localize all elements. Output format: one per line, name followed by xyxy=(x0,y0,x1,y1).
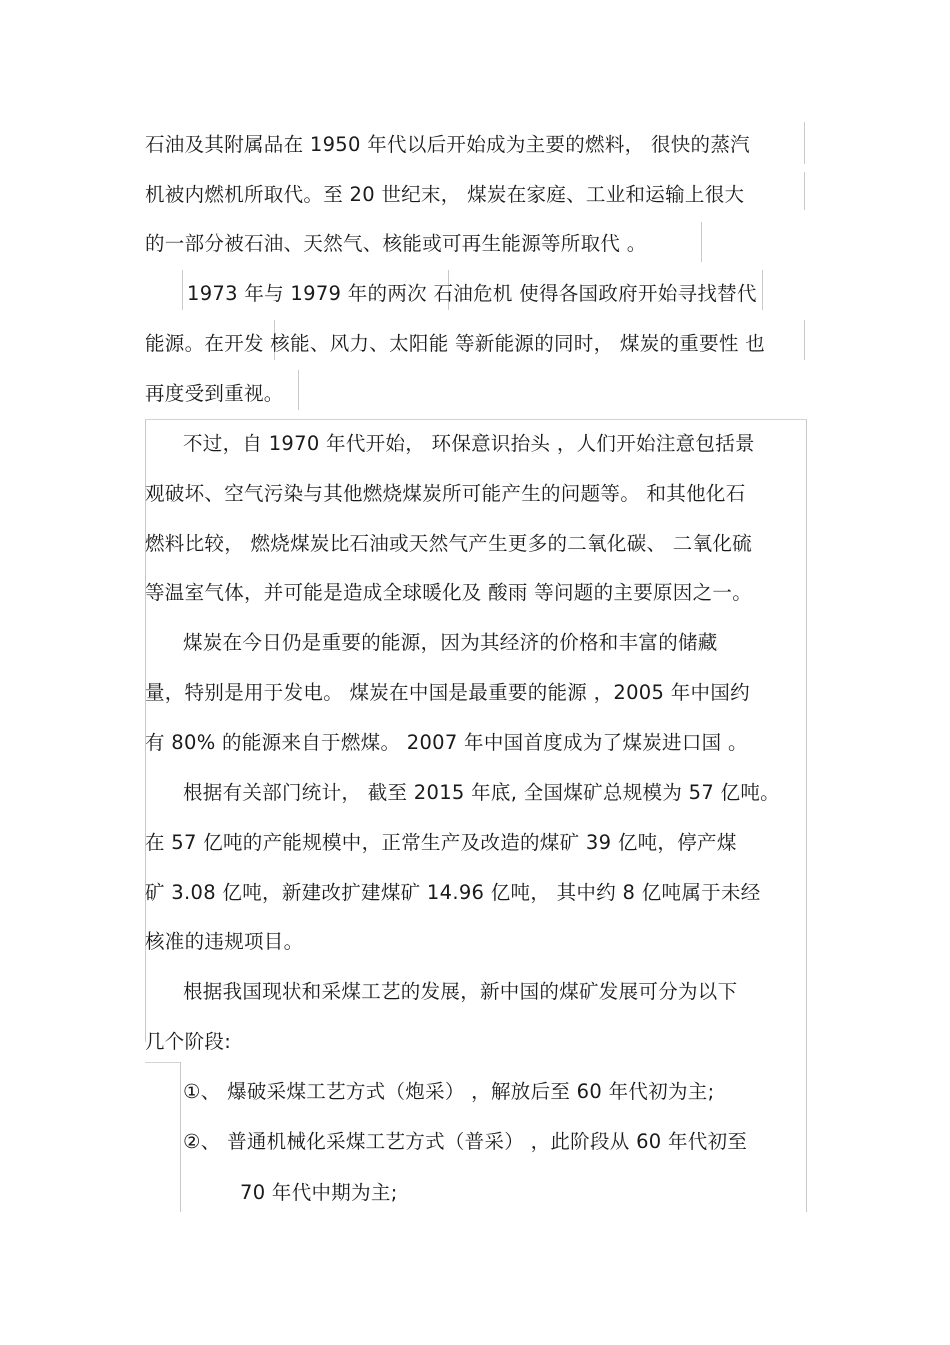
text-line: 的一部分被石油、天然气、核能或可再生能源等所取代 。 xyxy=(145,232,647,255)
text-line: 在 57 亿吨的产能规模中，正常生产及改造的煤矿 39 亿吨，停产煤 xyxy=(145,831,737,854)
border-left-4 xyxy=(182,270,183,310)
text-line: 不过，自 1970 年代开始， 环保意识抬头 ，人们开始注意包括景 xyxy=(183,432,755,455)
border-right-6 xyxy=(298,370,299,410)
border-top-block xyxy=(145,419,807,420)
text-line: 几个阶段: xyxy=(145,1030,232,1053)
text-line: 70 年代中期为主; xyxy=(240,1181,398,1204)
text-line: 矿 3.08 亿吨，新建改扩建煤矿 14.96 亿吨， 其中约 8 亿吨属于未经 xyxy=(145,881,761,904)
text-line: 机被内燃机所取代。至 20 世纪末， 煤炭在家庭、工业和运输上很大 xyxy=(145,183,745,206)
text-line: 1973 年与 1979 年的两次 石油危机 使得各国政府开始寻找替代 xyxy=(187,282,757,305)
text-line: ②、 普通机械化采煤工艺方式（普采） ，此阶段从 60 年代初至 xyxy=(183,1130,748,1153)
text-line: ①、 爆破采煤工艺方式（炮采） ，解放后至 60 年代初为主; xyxy=(183,1080,715,1103)
border-list-left xyxy=(180,1062,181,1212)
text-line: 量，特别是用于发电。 煤炭在中国是最重要的能源 ，2005 年中国约 xyxy=(145,681,750,704)
border-right-block xyxy=(806,420,807,1212)
text-line: 核准的违规项目。 xyxy=(145,930,304,953)
text-line: 等温室气体，并可能是造成全球暖化及 酸雨 等问题的主要原因之一。 xyxy=(145,581,752,604)
text-line: 石油及其附属品在 1950 年代以后开始成为主要的燃料， 很快的蒸汽 xyxy=(145,133,750,156)
border-right-3 xyxy=(701,222,702,262)
border-list-top xyxy=(145,1062,181,1063)
text-line: 再度受到重视。 xyxy=(145,382,284,405)
text-line: 煤炭在今日仍是重要的能源，因为其经济的价格和丰富的储藏 xyxy=(183,631,718,654)
border-right-4 xyxy=(762,270,763,310)
border-right-1 xyxy=(804,122,805,164)
text-line: 能源。在开发 核能、风力、太阳能 等新能源的同时， 煤炭的重要性 也 xyxy=(145,332,765,355)
text-line: 观破坏、空气污染与其他燃烧煤炭所可能产生的问题等。 和其他化石 xyxy=(145,482,746,505)
text-line: 根据有关部门统计， 截至 2015 年底, 全国煤矿总规模为 57 亿吨。 xyxy=(183,781,780,804)
border-right-5 xyxy=(804,320,805,360)
border-right-2 xyxy=(804,172,805,210)
text-line: 根据我国现状和采煤工艺的发展，新中国的煤矿发展可分为以下 xyxy=(183,980,738,1003)
text-line: 有 80% 的能源来自于燃煤。 2007 年中国首度成为了煤炭进口国 。 xyxy=(145,731,748,754)
text-line: 燃料比较， 燃烧煤炭比石油或天然气产生更多的二氧化碳、 二氧化硫 xyxy=(145,532,752,555)
